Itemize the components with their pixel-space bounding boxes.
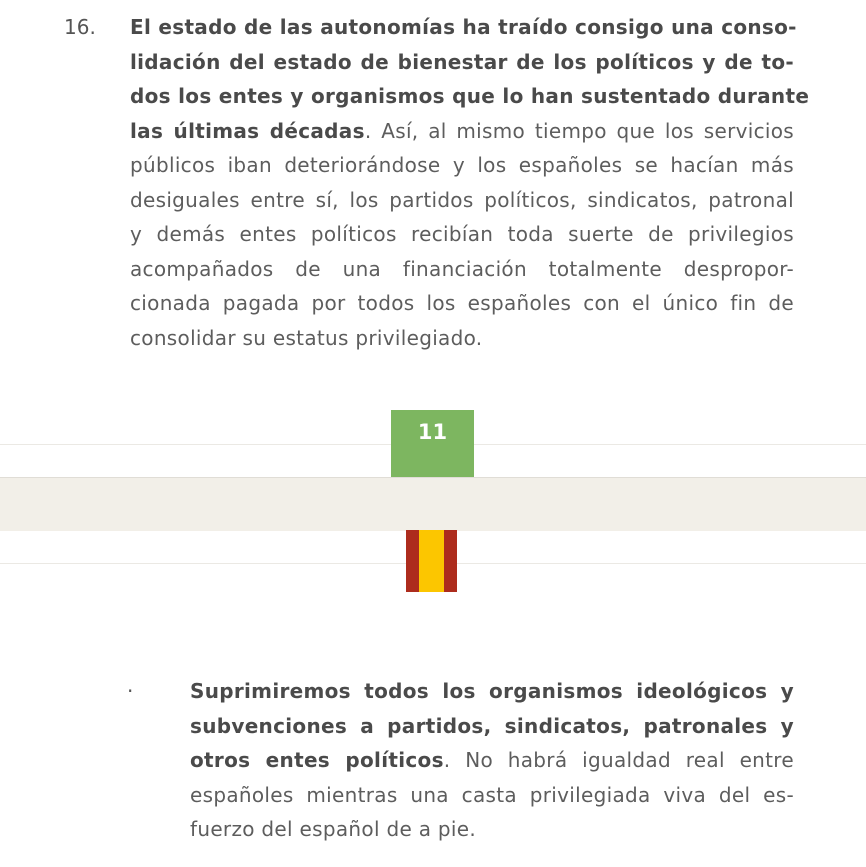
bullet-marker: · xyxy=(127,679,134,703)
paragraph-line: cionada pagada por todos los españoles con el único fin de xyxy=(130,291,794,315)
paragraph-line: otros entes políticos. No habrá igualdad real entre xyxy=(190,748,794,772)
paragraph-line: El estado de las autonomías ha traído consigo una conso- xyxy=(130,15,797,39)
paragraph-line: dos los entes y organismos que lo han sustentado durante xyxy=(130,84,810,108)
paragraph-line: españoles mientras una casta privilegiada viva del es- xyxy=(190,782,794,807)
flag-stripe-yellow xyxy=(419,530,444,592)
paragraph-line: consolidar su estatus privilegiado. xyxy=(130,325,483,350)
paragraph-line: y demás entes políticos recibían toda suerte de privilegios xyxy=(130,222,794,246)
paragraph-line: Suprimiremos todos los organismos ideológicos y xyxy=(190,679,794,703)
page-band xyxy=(0,477,866,531)
spanish-flag-icon xyxy=(406,530,457,592)
paragraph-line: subvenciones a partidos, sindicatos, patronales y xyxy=(190,713,794,738)
flag-stripe-red xyxy=(406,530,419,592)
paragraph-line: acompañados de una financiación totalmente despropor- xyxy=(130,256,794,281)
paragraph-line: públicos iban deteriorándose y los españoles se hacían más xyxy=(130,153,794,177)
paragraph-line: desiguales entre sí, los partidos políticos, sindicatos, patronal xyxy=(130,187,794,212)
paragraph-line: fuerzo del español de a pie. xyxy=(190,817,477,841)
flag-stripe-red xyxy=(444,530,457,592)
bullet-paragraph xyxy=(190,674,794,847)
page-number-badge: 11 xyxy=(391,410,474,477)
item-16-paragraph xyxy=(130,10,810,355)
paragraph-line: las últimas décadas. Así, al mismo tiempo que los servicios xyxy=(130,118,794,143)
item-number: 16. xyxy=(64,15,96,39)
paragraph-line: lidación del estado de bienestar de los políticos y de to- xyxy=(130,49,794,74)
